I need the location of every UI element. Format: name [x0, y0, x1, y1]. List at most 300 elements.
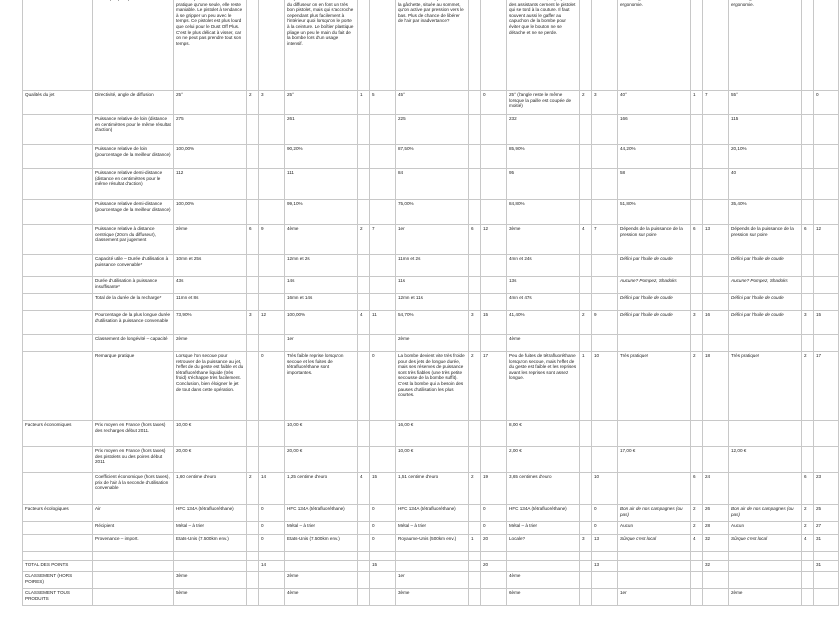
points-cell — [247, 335, 259, 352]
cumulative-points-cell — [703, 552, 729, 561]
product-value-cell: 87,50% — [396, 145, 469, 169]
cumulative-points-cell — [592, 552, 618, 561]
cumulative-points-cell: 0 — [592, 505, 618, 522]
product-value-cell: Dépends de la puissance de la pression sur poire — [729, 225, 802, 255]
points-cell — [802, 255, 814, 277]
product-value-cell — [618, 561, 691, 572]
product-value-cell: 84 — [396, 169, 469, 200]
product-value-cell: 111 — [285, 169, 358, 200]
cumulative-points-cell — [259, 447, 285, 473]
product-value-cell: Métal – à trier — [285, 522, 358, 535]
points-cell — [469, 572, 481, 589]
product-value-cell: Aucune? Pompez, Shadoks — [729, 277, 802, 294]
row-category — [23, 277, 93, 294]
points-cell — [580, 447, 592, 473]
row-category: Facteurs économiques — [23, 421, 93, 447]
product-value-cell: 11s — [396, 277, 469, 294]
cumulative-points-cell — [370, 200, 396, 225]
product-value-cell — [618, 552, 691, 561]
row-criterion — [93, 561, 174, 572]
table-row — [23, 115, 839, 145]
product-value-cell: 16,00 € — [396, 421, 469, 447]
product-value-cell: 54,70% — [396, 311, 469, 335]
table-row — [23, 447, 839, 473]
points-cell — [580, 589, 592, 606]
points-cell — [580, 294, 592, 311]
points-cell — [247, 572, 259, 589]
cumulative-points-cell — [481, 169, 507, 200]
row-criterion — [93, 589, 174, 606]
table-row — [23, 589, 839, 606]
cumulative-points-cell: 0 — [370, 522, 396, 535]
cumulative-points-cell — [814, 115, 839, 145]
points-cell — [802, 447, 814, 473]
points-cell — [691, 255, 703, 277]
product-value-cell: la gâchette, située au sommet, qu'on active par pression vers le bas. Plus de chance de libérer de l'air par inadvertance? — [396, 0, 469, 91]
points-cell — [247, 552, 259, 561]
points-cell — [580, 473, 592, 505]
product-value-cell: 8,00 € — [507, 421, 580, 447]
cumulative-points-cell — [370, 421, 396, 447]
cumulative-points-cell: 11 — [370, 311, 396, 335]
product-value-cell: 58 — [618, 169, 691, 200]
table-row — [23, 572, 839, 589]
product-value-cell: 12mn et 11s — [396, 294, 469, 311]
cumulative-points-cell — [481, 0, 507, 91]
product-value-cell: 20,00 € — [285, 447, 358, 473]
table-row — [23, 311, 839, 335]
row-category: CLASSEMENT TOUS PRODUITS — [23, 589, 93, 606]
cumulative-points-cell: 10 — [592, 352, 618, 421]
product-value-cell: 75,00% — [396, 200, 469, 225]
product-value-cell: 3,65 centimes d'euro — [507, 473, 580, 505]
cumulative-points-cell — [259, 200, 285, 225]
cumulative-points-cell: 15 — [370, 473, 396, 505]
cumulative-points-cell: 0 — [370, 505, 396, 522]
points-cell: 4 — [802, 535, 814, 552]
points-cell — [247, 145, 259, 169]
points-cell — [469, 294, 481, 311]
row-category — [23, 0, 93, 91]
product-value-cell: 232 — [507, 115, 580, 145]
product-value-cell: Défini par l'huile de coude — [729, 294, 802, 311]
points-cell — [469, 335, 481, 352]
points-cell — [802, 145, 814, 169]
cumulative-points-cell: 28 — [703, 522, 729, 535]
row-criterion: Capacité utile – Durée d'utilisation à puissance convenable* — [93, 255, 174, 277]
product-value-cell: 4ème — [285, 589, 358, 606]
row-criterion: Puissance relative de loin (distance en centimètres pour le même résultat d'action) — [93, 115, 174, 145]
product-value-cell: Locale? — [507, 535, 580, 552]
table-row — [23, 169, 839, 200]
cumulative-points-cell — [814, 335, 839, 352]
product-value-cell: 14s — [285, 277, 358, 294]
product-value-cell: Aucune? Pompez, Shadoks — [618, 277, 691, 294]
product-value-cell: 43s — [174, 277, 247, 294]
product-value-cell: Sûrque c'est local — [618, 535, 691, 552]
table-row — [23, 200, 839, 225]
points-cell — [580, 552, 592, 561]
product-value-cell: 41,40% — [507, 311, 580, 335]
points-cell — [358, 255, 370, 277]
product-value-cell: 73,90% — [174, 311, 247, 335]
points-cell — [247, 447, 259, 473]
cumulative-points-cell: 0 — [259, 505, 285, 522]
product-value-cell: Etats-Unis (7.500km env.) — [174, 535, 247, 552]
product-value-cell: 99,10% — [285, 200, 358, 225]
cumulative-points-cell: 9 — [259, 225, 285, 255]
points-cell — [691, 589, 703, 606]
product-value-cell: 25° — [174, 91, 247, 115]
points-cell — [358, 552, 370, 561]
table-row — [23, 552, 839, 561]
cumulative-points-cell: 0 — [481, 522, 507, 535]
cumulative-points-cell: 24 — [703, 473, 729, 505]
table-row — [23, 473, 839, 505]
product-value-cell: Très pratique! — [618, 352, 691, 421]
cumulative-points-cell — [592, 572, 618, 589]
points-cell — [691, 145, 703, 169]
cumulative-points-cell — [370, 277, 396, 294]
cumulative-points-cell — [481, 277, 507, 294]
cumulative-points-cell: 17 — [481, 352, 507, 421]
product-value-cell: 2ème — [396, 335, 469, 352]
points-cell — [580, 561, 592, 572]
cumulative-points-cell — [481, 335, 507, 352]
cumulative-points-cell: 32 — [703, 535, 729, 552]
product-value-cell: Défini par l'huile de coude — [618, 294, 691, 311]
cumulative-points-cell — [592, 447, 618, 473]
table-row — [23, 91, 839, 115]
points-cell — [358, 447, 370, 473]
cumulative-points-cell: 27 — [814, 522, 839, 535]
cumulative-points-cell: 10 — [592, 473, 618, 505]
product-value-cell: 2,00 € — [507, 447, 580, 473]
points-cell — [802, 169, 814, 200]
product-value-cell — [729, 552, 802, 561]
cumulative-points-cell — [592, 294, 618, 311]
cumulative-points-cell — [592, 0, 618, 91]
points-cell — [802, 277, 814, 294]
row-criterion: Classement de longévité – capacité — [93, 335, 174, 352]
cumulative-points-cell: 12 — [481, 225, 507, 255]
points-cell — [247, 522, 259, 535]
product-value-cell: 40° — [618, 91, 691, 115]
product-value-cell: 10,00 € — [396, 447, 469, 473]
row-criterion: Prix moyen en France (hors taxes) des recharges début 2011. — [93, 421, 174, 447]
points-cell — [247, 169, 259, 200]
table-row — [23, 535, 839, 552]
cumulative-points-cell: 3 — [259, 91, 285, 115]
product-value-cell: Dépends de la puissance de la pression sur poire — [618, 225, 691, 255]
points-cell — [247, 294, 259, 311]
product-value-cell: 4ème — [285, 225, 358, 255]
points-cell — [469, 0, 481, 91]
points-cell — [580, 169, 592, 200]
cumulative-points-cell: 31 — [814, 535, 839, 552]
cumulative-points-cell — [814, 447, 839, 473]
row-category — [23, 225, 93, 255]
table-row — [23, 0, 839, 91]
product-value-cell: 10,00 € — [285, 421, 358, 447]
product-value-cell: 11mn et 8s — [174, 294, 247, 311]
points-cell — [358, 169, 370, 200]
points-cell — [580, 255, 592, 277]
cumulative-points-cell: 26 — [703, 505, 729, 522]
product-value-cell: 100,00% — [174, 200, 247, 225]
product-value-cell: Défini par l'huile de coude — [618, 255, 691, 277]
product-value-cell: Métal – à trier — [396, 522, 469, 535]
product-value-cell — [729, 572, 802, 589]
product-value-cell — [174, 561, 247, 572]
cumulative-points-cell — [703, 572, 729, 589]
row-criterion: Puissance relative demi-distance (distance en centimètres pour le même résultat d'action) — [93, 169, 174, 200]
product-value-cell: 4ème — [507, 335, 580, 352]
points-cell: 4 — [691, 535, 703, 552]
cumulative-points-cell — [814, 0, 839, 91]
cumulative-points-cell — [592, 421, 618, 447]
cumulative-points-cell: 7 — [370, 225, 396, 255]
points-cell — [247, 561, 259, 572]
points-cell — [691, 421, 703, 447]
cumulative-points-cell — [814, 589, 839, 606]
points-cell: 1 — [691, 91, 703, 115]
row-criterion: Coefficient économique (hors taxes), prix de l'air à la seconde d'utilisation convenable — [93, 473, 174, 505]
row-category — [23, 294, 93, 311]
row-criterion: Pourcentage de la plus longue durée d'utilisation à puissance convenable — [93, 311, 174, 335]
row-category: Qualités du jet — [23, 91, 93, 115]
points-cell: 2 — [691, 522, 703, 535]
product-value-cell: 84,80% — [507, 200, 580, 225]
product-value-cell: Aucun — [618, 522, 691, 535]
cumulative-points-cell — [481, 294, 507, 311]
points-cell — [247, 200, 259, 225]
cumulative-points-cell: 20 — [481, 561, 507, 572]
points-cell — [580, 572, 592, 589]
product-value-cell: HFC 134A (tétrafluoréthane) — [507, 505, 580, 522]
product-value-cell: 261 — [285, 115, 358, 145]
product-value-cell: 100,00% — [174, 145, 247, 169]
cumulative-points-cell: 12 — [814, 225, 839, 255]
points-cell: 6 — [691, 473, 703, 505]
points-cell — [358, 522, 370, 535]
cumulative-points-cell: 16 — [703, 311, 729, 335]
row-criterion: Prix moyen en France (hors taxes) des pistolets ou des poires début 2011 — [93, 447, 174, 473]
points-cell: 3 — [691, 311, 703, 335]
points-cell: 2 — [580, 311, 592, 335]
product-value-cell: 166 — [618, 115, 691, 145]
cumulative-points-cell: 7 — [592, 225, 618, 255]
cumulative-points-cell: 3 — [592, 91, 618, 115]
points-cell: 6 — [691, 225, 703, 255]
row-category — [23, 473, 93, 505]
points-cell: 6 — [247, 225, 259, 255]
cumulative-points-cell: 0 — [370, 352, 396, 421]
row-category — [23, 169, 93, 200]
cumulative-points-cell — [259, 572, 285, 589]
product-value-cell — [507, 561, 580, 572]
product-value-cell: 6ème — [507, 589, 580, 606]
cumulative-points-cell — [814, 421, 839, 447]
row-category — [23, 522, 93, 535]
points-cell — [358, 200, 370, 225]
points-cell: 4 — [358, 311, 370, 335]
cumulative-points-cell: 20 — [481, 535, 507, 552]
product-value-cell: des assistants cernent le pistolet qui se tord à la couture. Il faut souvent aussi le gaffer au capuchon de la bombe pour éviter que le bouton ne se détache et ne se perde. — [507, 0, 580, 91]
cumulative-points-cell — [481, 255, 507, 277]
points-cell: 2 — [802, 352, 814, 421]
cumulative-points-cell: 13 — [592, 561, 618, 572]
cumulative-points-cell — [370, 115, 396, 145]
cumulative-points-cell — [592, 589, 618, 606]
points-cell — [691, 277, 703, 294]
cumulative-points-cell — [370, 255, 396, 277]
points-cell — [469, 200, 481, 225]
row-criterion: Air — [93, 505, 174, 522]
cumulative-points-cell: 0 — [481, 505, 507, 522]
product-value-cell: 225 — [396, 115, 469, 145]
points-cell — [580, 145, 592, 169]
row-criterion: Récipient — [93, 522, 174, 535]
cumulative-points-cell: 0 — [592, 522, 618, 535]
points-cell: 2 — [469, 352, 481, 421]
cumulative-points-cell — [370, 335, 396, 352]
cumulative-points-cell: 5 — [370, 91, 396, 115]
points-cell — [580, 0, 592, 91]
product-value-cell — [729, 421, 802, 447]
points-cell: 2 — [247, 91, 259, 115]
cumulative-points-cell — [481, 589, 507, 606]
cumulative-points-cell: 14 — [259, 473, 285, 505]
cumulative-points-cell — [592, 115, 618, 145]
points-cell — [691, 572, 703, 589]
product-value-cell: Métal – à trier — [507, 522, 580, 535]
product-value-cell: ergonomie. — [729, 0, 802, 91]
row-criterion: Durée d'utilisation à puissance insuffisante* — [93, 277, 174, 294]
cumulative-points-cell — [592, 335, 618, 352]
table-row — [23, 421, 839, 447]
points-cell — [802, 572, 814, 589]
row-category — [23, 200, 93, 225]
points-cell — [247, 589, 259, 606]
cumulative-points-cell — [259, 145, 285, 169]
cumulative-points-cell — [814, 255, 839, 277]
cumulative-points-cell: 15 — [370, 561, 396, 572]
product-value-cell: Défini par l'huile de coude — [618, 311, 691, 335]
product-value-cell — [507, 552, 580, 561]
cumulative-points-cell: 18 — [703, 352, 729, 421]
product-value-cell: 44,20% — [618, 145, 691, 169]
product-value-cell: 1,60 centime d'euro — [174, 473, 247, 505]
points-cell — [358, 572, 370, 589]
cumulative-points-cell — [481, 145, 507, 169]
product-value-cell: 25° — [285, 91, 358, 115]
points-cell: 3 — [802, 311, 814, 335]
row-category — [23, 255, 93, 277]
points-cell — [580, 522, 592, 535]
cumulative-points-cell — [592, 145, 618, 169]
points-cell: 3 — [580, 535, 592, 552]
cumulative-points-cell — [259, 169, 285, 200]
cumulative-points-cell — [814, 572, 839, 589]
product-value-cell: 25° (l'angle reste le même lorsque la paille est coupée de moitié) — [507, 91, 580, 115]
points-cell — [691, 169, 703, 200]
product-value-cell: Très faible reprise lorsqu'on secoue et les fuites de tétrafluoréthane sont importantes. — [285, 352, 358, 421]
points-cell — [802, 294, 814, 311]
cumulative-points-cell — [703, 115, 729, 145]
points-cell — [358, 277, 370, 294]
product-value-cell: 17,00 € — [618, 447, 691, 473]
cumulative-points-cell: 17 — [814, 352, 839, 421]
cumulative-points-cell — [259, 294, 285, 311]
row-category — [23, 535, 93, 552]
cumulative-points-cell — [814, 277, 839, 294]
product-value-cell: 2ème — [174, 225, 247, 255]
row-criterion: Remarque pratique — [93, 352, 174, 421]
points-cell — [247, 0, 259, 91]
product-value-cell: 115 — [729, 115, 802, 145]
cumulative-points-cell — [703, 447, 729, 473]
product-value-cell: Royaume-Unis (500km env.) — [396, 535, 469, 552]
cumulative-points-cell — [259, 335, 285, 352]
cumulative-points-cell — [370, 169, 396, 200]
row-category — [23, 311, 93, 335]
points-cell — [691, 294, 703, 311]
points-cell: 2 — [802, 522, 814, 535]
cumulative-points-cell — [703, 255, 729, 277]
product-value-cell: Défini par l'huile de coude — [729, 255, 802, 277]
points-cell: 2 — [469, 473, 481, 505]
row-criterion: Puissance relative de loin (pourcentage de la meilleur distance) — [93, 145, 174, 169]
comparison-table — [22, 0, 839, 606]
product-value-cell: du diffuseur on en font un très bon pistolet, mais qui s'accroche cependant plus facilement à l'intérieur quoi lorsqu'on le porte à la ceinture. Le boîtier plastique pliage un peu le main du fait de la bombe lors d'un usage intensif. — [285, 0, 358, 91]
row-criterion — [93, 0, 174, 91]
cumulative-points-cell: 14 — [259, 561, 285, 572]
cumulative-points-cell — [259, 255, 285, 277]
points-cell — [358, 294, 370, 311]
product-value-cell — [618, 335, 691, 352]
product-value-cell: 85,90% — [507, 145, 580, 169]
table-row — [23, 277, 839, 294]
table-row — [23, 145, 839, 169]
cumulative-points-cell — [703, 421, 729, 447]
row-category — [23, 447, 93, 473]
product-value-cell: 20,00 € — [174, 447, 247, 473]
points-cell — [469, 277, 481, 294]
cumulative-points-cell — [703, 277, 729, 294]
product-value-cell: 16mn et 14s — [285, 294, 358, 311]
points-cell — [802, 200, 814, 225]
cumulative-points-cell — [592, 255, 618, 277]
cumulative-points-cell — [703, 335, 729, 352]
points-cell — [247, 115, 259, 145]
points-cell — [580, 115, 592, 145]
points-cell — [358, 589, 370, 606]
points-cell — [691, 561, 703, 572]
product-value-cell: 35,40% — [729, 200, 802, 225]
points-cell — [247, 505, 259, 522]
points-cell — [691, 0, 703, 91]
cumulative-points-cell: 15 — [814, 311, 839, 335]
points-cell — [469, 421, 481, 447]
cumulative-points-cell: 0 — [259, 535, 285, 552]
points-cell — [247, 277, 259, 294]
table-row — [23, 561, 839, 572]
cumulative-points-cell: 15 — [481, 311, 507, 335]
product-value-cell — [618, 421, 691, 447]
points-cell — [691, 200, 703, 225]
row-category: TOTAL DES POINTS — [23, 561, 93, 572]
